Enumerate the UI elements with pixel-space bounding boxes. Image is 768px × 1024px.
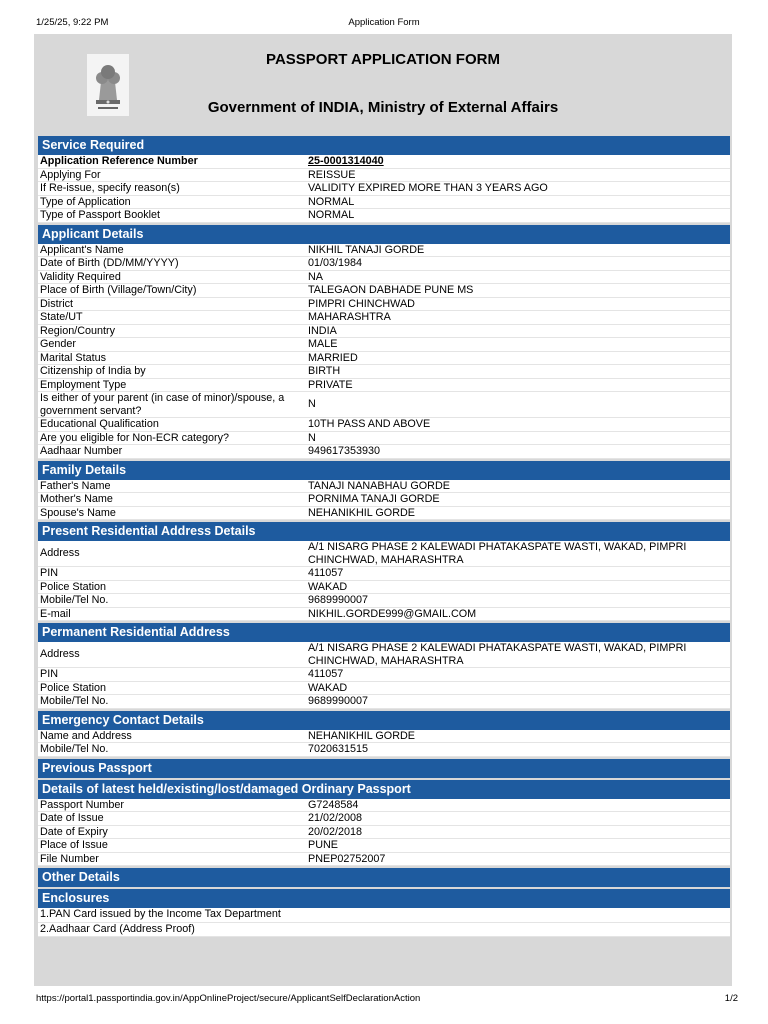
table-row [38, 298, 730, 312]
field-label: Employment Type [40, 378, 127, 391]
table-row [38, 493, 730, 507]
field-value: 7020631515 [308, 743, 369, 755]
field-label: District [40, 297, 73, 310]
field-label: Mobile/Tel No. [40, 695, 109, 707]
service-rows [38, 155, 730, 223]
field-label: Father's Name [40, 479, 111, 492]
table-row [38, 169, 730, 183]
field-label: If Re-issue, specify reason(s) [40, 182, 180, 194]
applicant-rows [38, 244, 730, 459]
table-row [38, 325, 730, 339]
application-form [34, 34, 732, 986]
section-title-applicant: Applicant Details [38, 225, 730, 244]
form-sections [38, 134, 730, 937]
field-label: State/UT [40, 311, 83, 323]
field-label: Date of Expiry [40, 825, 108, 838]
table-row [38, 541, 730, 567]
table-row [38, 594, 730, 608]
table-row [38, 257, 730, 271]
table-row [38, 668, 730, 682]
field-value: NEHANIKHIL GORDE [308, 729, 415, 742]
field-value: 20/02/2018 [308, 825, 363, 838]
field-label: Is either of your parent (in case of minor)/spouse, a government servant? [40, 392, 285, 417]
field-label: E-mail [40, 607, 71, 620]
emergency-rows [38, 730, 730, 757]
table-row [38, 182, 730, 196]
field-value: WAKAD [308, 681, 348, 694]
form-title: PASSPORT APPLICATION FORM [266, 51, 500, 68]
field-value: 949617353930 [308, 445, 381, 457]
section-title-previous-passport: Previous Passport [38, 759, 730, 778]
field-value: 9689990007 [308, 695, 369, 707]
section-title-present-address: Present Residential Address Details [38, 522, 730, 541]
table-row [38, 365, 730, 379]
section-title-latest-passport: Details of latest held/existing/lost/damaged Ordinary Passport [38, 780, 730, 799]
table-row [38, 379, 730, 393]
family-rows [38, 480, 730, 521]
field-value: NORMAL [308, 195, 355, 208]
field-value: TANAJI NANABHAU GORDE [308, 479, 450, 492]
field-value: G7248584 [308, 798, 359, 811]
field-value: REISSUE [308, 168, 356, 181]
table-row [38, 271, 730, 285]
field-label: Spouse's Name [40, 506, 116, 519]
table-row [38, 730, 730, 744]
field-label: PIN [40, 668, 58, 680]
field-value: A/1 NISARG PHASE 2 KALEWADI PHATAKASPATE WASTI, WAKAD, PIMPRI CHINCHWAD, MAHARASHTRA [308, 642, 687, 667]
table-row [38, 695, 730, 709]
field-label: PIN [40, 567, 58, 579]
table-row [38, 507, 730, 521]
field-label: Mobile/Tel No. [40, 594, 109, 606]
table-row [38, 445, 730, 459]
table-row [38, 567, 730, 581]
field-value: NA [308, 270, 323, 283]
print-url: https://portal1.passportindia.gov.in/AppOnlineProject/secure/ApplicantSelfDeclarationAction [36, 993, 421, 1004]
field-label: Aadhaar Number [40, 445, 123, 457]
field-value: INDIA [308, 324, 337, 337]
field-value: 411057 [308, 668, 344, 680]
table-row [38, 839, 730, 853]
field-value: N [308, 398, 316, 411]
list-item: 1.PAN Card issued by the Income Tax Department [38, 908, 730, 923]
field-label: Passport Number [40, 798, 125, 811]
section-title-emergency: Emergency Contact Details [38, 711, 730, 730]
field-value: PUNE [308, 839, 338, 851]
form-subtitle: Government of INDIA, Ministry of External Affairs [207, 99, 559, 116]
field-label: Place of Birth (Village/Town/City) [40, 284, 197, 296]
field-label: Applying For [40, 168, 101, 181]
field-value: NIKHIL.GORDE999@GMAIL.COM [308, 607, 477, 620]
field-value: MARRIED [308, 351, 358, 364]
page-number: 1/2 [724, 993, 738, 1004]
field-value: 01/03/1984 [308, 257, 363, 269]
field-label: Educational Qualification [40, 418, 159, 430]
table-row [38, 743, 730, 757]
field-value: N [308, 431, 316, 444]
field-value: 21/02/2008 [308, 812, 363, 824]
table-row [38, 155, 730, 169]
field-label: Citizenship of India by [40, 365, 146, 377]
field-label: Region/Country [40, 324, 116, 337]
field-label: Address [40, 547, 80, 560]
table-row [38, 826, 730, 840]
section-title-enclosures: Enclosures [38, 889, 730, 908]
field-value: VALIDITY EXPIRED MORE THAN 3 YEARS AGO [308, 182, 548, 194]
field-label: Mobile/Tel No. [40, 743, 109, 755]
field-value: TALEGAON DABHADE PUNE MS [308, 284, 474, 296]
field-value: MALE [308, 338, 338, 350]
field-value: NORMAL [308, 209, 355, 221]
field-label: Validity Required [40, 270, 121, 283]
print-footer [0, 993, 768, 1007]
field-value: NEHANIKHIL GORDE [308, 506, 415, 519]
list-item: 2.Aadhaar Card (Address Proof) [38, 923, 730, 938]
field-value: MAHARASHTRA [308, 311, 391, 323]
field-value: WAKAD [308, 580, 348, 593]
field-label: Marital Status [40, 351, 107, 364]
field-value: BIRTH [308, 365, 341, 377]
field-label: Date of Issue [40, 812, 104, 824]
table-row [38, 642, 730, 668]
print-timestamp: 1/25/25, 9:22 PM [36, 17, 109, 28]
table-row [38, 682, 730, 696]
field-label: Mother's Name [40, 493, 113, 505]
section-title-permanent-address: Permanent Residential Address [38, 623, 730, 642]
table-row [38, 581, 730, 595]
field-value: NIKHIL TANAJI GORDE [308, 243, 425, 256]
section-title-family: Family Details [38, 461, 730, 480]
latest-passport-rows [38, 799, 730, 867]
field-value: PRIVATE [308, 378, 353, 391]
table-row [38, 352, 730, 366]
enclosure-list [38, 908, 730, 937]
table-row [38, 432, 730, 446]
table-row [38, 853, 730, 867]
reference-number: 25-0001314040 [308, 155, 384, 167]
field-value: 9689990007 [308, 594, 369, 606]
field-label: Application Reference Number [40, 155, 198, 167]
field-label: Police Station [40, 580, 107, 593]
table-row [38, 392, 730, 418]
table-row [38, 196, 730, 210]
table-row [38, 244, 730, 258]
field-value: A/1 NISARG PHASE 2 KALEWADI PHATAKASPATE WASTI, WAKAD, PIMPRI CHINCHWAD, MAHARASHTRA [308, 541, 687, 566]
form-header [34, 34, 732, 132]
field-label: Type of Application [40, 195, 131, 208]
field-label: Gender [40, 338, 77, 350]
section-title-other: Other Details [38, 868, 730, 887]
field-value: PIMPRI CHINCHWAD [308, 297, 415, 310]
field-label: Date of Birth (DD/MM/YYYY) [40, 257, 179, 269]
field-label: Name and Address [40, 729, 132, 742]
field-label: Applicant's Name [40, 243, 124, 256]
field-label: Address [40, 648, 80, 661]
field-label: Type of Passport Booklet [40, 209, 161, 221]
table-row [38, 338, 730, 352]
present-address-rows [38, 541, 730, 621]
table-row [38, 799, 730, 813]
field-label: Police Station [40, 681, 107, 694]
table-row [38, 284, 730, 298]
field-value: 411057 [308, 567, 344, 579]
table-row [38, 480, 730, 494]
section-title-service: Service Required [38, 136, 730, 155]
print-header [0, 17, 768, 31]
table-row [38, 418, 730, 432]
field-label: Are you eligible for Non-ECR category? [40, 431, 230, 444]
print-title: Application Form [348, 17, 420, 28]
permanent-address-rows [38, 642, 730, 709]
field-value: 10TH PASS AND ABOVE [308, 418, 431, 430]
field-value: PORNIMA TANAJI GORDE [308, 493, 440, 505]
field-label: File Number [40, 852, 99, 865]
field-value: PNEP02752007 [308, 852, 386, 865]
table-row [38, 209, 730, 223]
table-row [38, 311, 730, 325]
field-label: Place of Issue [40, 839, 108, 851]
table-row [38, 812, 730, 826]
table-row [38, 608, 730, 622]
